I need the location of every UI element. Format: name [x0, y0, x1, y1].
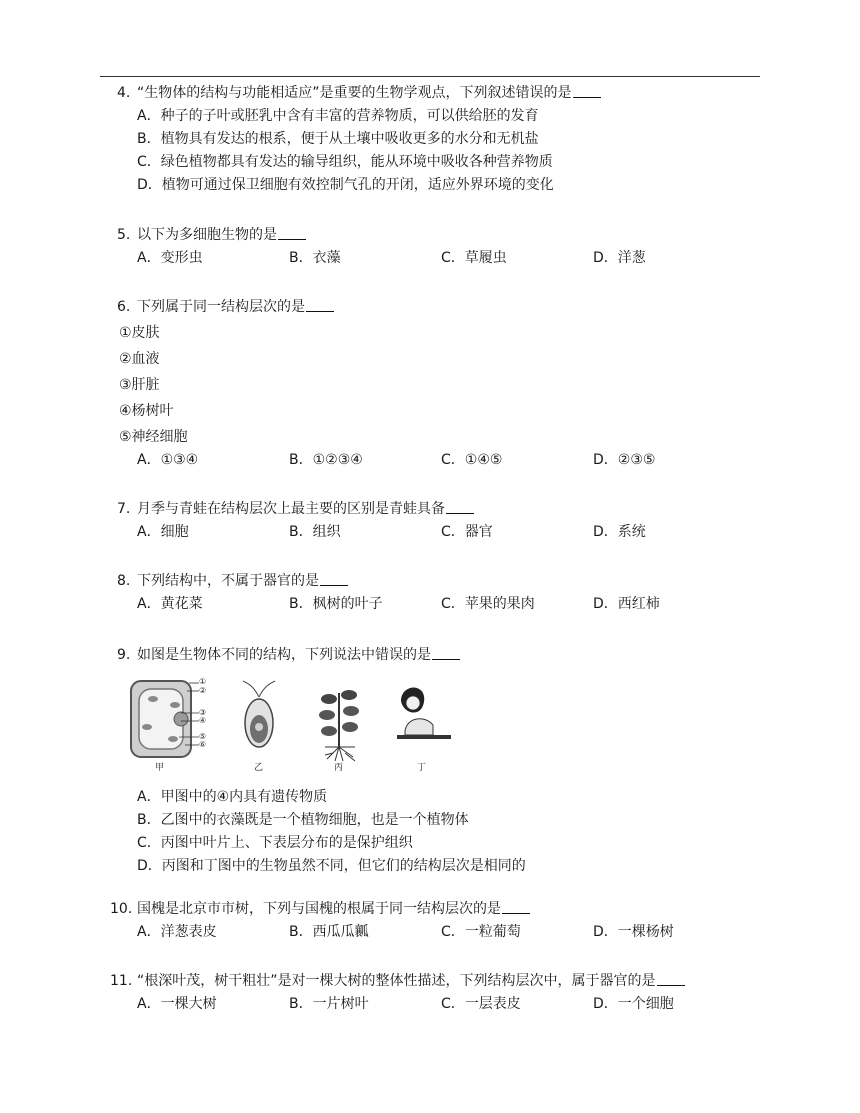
option-d: D．洋葱: [593, 250, 646, 266]
option-d: D．一棵杨树: [593, 924, 674, 940]
question-9: [117, 645, 757, 876]
answer-blank: [278, 225, 306, 240]
figure-mark: ④: [199, 716, 207, 725]
figure-mark: ①: [199, 677, 207, 686]
option-a: A．种子的子叶或胚乳中含有丰富的营养物质，可以供给胚的发育: [137, 108, 539, 124]
question-text: 国槐是北京市市树，下列与国槐的根属于同一结构层次的是: [137, 901, 501, 917]
answer-blank: [502, 899, 530, 914]
question-number: 8.: [117, 573, 131, 589]
question-4: [117, 83, 757, 195]
question-text: 下列结构中，不属于器官的是: [137, 573, 319, 589]
figure-mark: ⑥: [199, 740, 207, 749]
figure-mark: ⑤: [199, 732, 207, 741]
figure-organisms: [129, 679, 459, 775]
option-c: C．器官: [441, 524, 493, 540]
option-b: B．衣藻: [289, 250, 341, 266]
figure-mark: ②: [199, 686, 207, 695]
option-b: B．枫树的叶子: [289, 596, 383, 612]
option-d: D．系统: [593, 524, 646, 540]
question-number: 11.: [110, 973, 133, 989]
option-a: A．洋葱表皮: [137, 924, 217, 940]
figure-mark: ③: [199, 708, 207, 717]
plant-cell-drawing: [131, 681, 199, 757]
answer-blank: [657, 971, 685, 986]
question-8: [117, 571, 757, 614]
question-number: 4.: [117, 85, 131, 101]
question-number: 6.: [117, 299, 131, 315]
plant-drawing: [319, 690, 359, 761]
option-d: D．丙图和丁图中的生物虽然不同，但它们的结构层次是相同的: [137, 858, 526, 874]
question-text: 月季与青蛙在结构层次上最主要的区别是青蛙具备: [137, 501, 445, 517]
option-a: A．黄花菜: [137, 596, 203, 612]
question-text: “生物体的结构与功能相适应”是重要的生物学观点，下列叙述错误的是: [137, 85, 572, 101]
question-text: 以下为多细胞生物的是: [137, 227, 277, 243]
option-b: B．西瓜瓜瓤: [289, 924, 369, 940]
option-c: C．①④⑤: [441, 452, 503, 468]
option-b: B．组织: [289, 524, 341, 540]
answer-blank: [320, 571, 348, 586]
option-c: C．丙图中叶片上、下表层分布的是保护组织: [137, 835, 413, 851]
question-6: [117, 297, 757, 470]
option-b: B．乙图中的衣藻既是一个植物细胞，也是一个植物体: [137, 812, 469, 828]
option-c: C．一层表皮: [441, 996, 521, 1012]
list-item: ⑤神经细胞: [119, 429, 188, 445]
question-11: [110, 971, 760, 1014]
figure-label: 丙: [334, 763, 344, 773]
figure-label: 丁: [417, 763, 427, 773]
option-a: A．①③④: [137, 452, 199, 468]
option-c: C．草履虫: [441, 250, 507, 266]
question-number: 5.: [117, 227, 131, 243]
option-d: D．西红柿: [593, 596, 660, 612]
option-c: C．绿色植物都具有发达的输导组织，能从环境中吸收各种营养物质: [137, 154, 553, 170]
option-b: B．一片树叶: [289, 996, 369, 1012]
question-text: 如图是生物体不同的结构，下列说法中错误的是: [137, 647, 431, 663]
answer-blank: [432, 645, 460, 660]
header-rule: [100, 76, 760, 77]
figure-label: 甲: [155, 763, 165, 773]
question-5: [117, 225, 757, 268]
answer-blank: [446, 499, 474, 514]
question-number: 9.: [117, 647, 131, 663]
person-drawing: [397, 688, 451, 740]
option-d: D．植物可通过保卫细胞有效控制气孔的开闭，适应外界环境的变化: [137, 177, 554, 193]
option-a: A．一棵大树: [137, 996, 217, 1012]
question-text: “根深叶茂，树干粗壮”是对一棵大树的整体性描述，下列结构层次中，属于器官的是: [137, 973, 656, 989]
option-c: C．一粒葡萄: [441, 924, 521, 940]
option-b: B．①②③④: [289, 452, 363, 468]
list-item: ④杨树叶: [119, 403, 174, 419]
chlamydomonas-drawing: [243, 681, 275, 747]
option-b: B．植物具有发达的根系，便于从土壤中吸收更多的水分和无机盐: [137, 131, 539, 147]
figure-label: 乙: [254, 763, 264, 773]
question-text: 下列属于同一结构层次的是: [137, 299, 305, 315]
question-10: [110, 899, 750, 942]
option-a: A．细胞: [137, 524, 189, 540]
answer-blank: [306, 297, 334, 312]
option-d: D．一个细胞: [593, 996, 674, 1012]
option-c: C．苹果的果肉: [441, 596, 535, 612]
option-a: A．甲图中的④内具有遗传物质: [137, 789, 328, 805]
list-item: ②血液: [119, 351, 160, 367]
list-item: ①皮肤: [119, 325, 160, 341]
question-number: 10.: [110, 901, 133, 917]
question-7: [117, 499, 757, 542]
answer-blank: [573, 83, 601, 98]
list-item: ③肝脏: [119, 377, 160, 393]
question-number: 7.: [117, 501, 131, 517]
option-d: D．②③⑤: [593, 452, 656, 468]
option-a: A．变形虫: [137, 250, 203, 266]
figure-drawings: [129, 679, 459, 775]
